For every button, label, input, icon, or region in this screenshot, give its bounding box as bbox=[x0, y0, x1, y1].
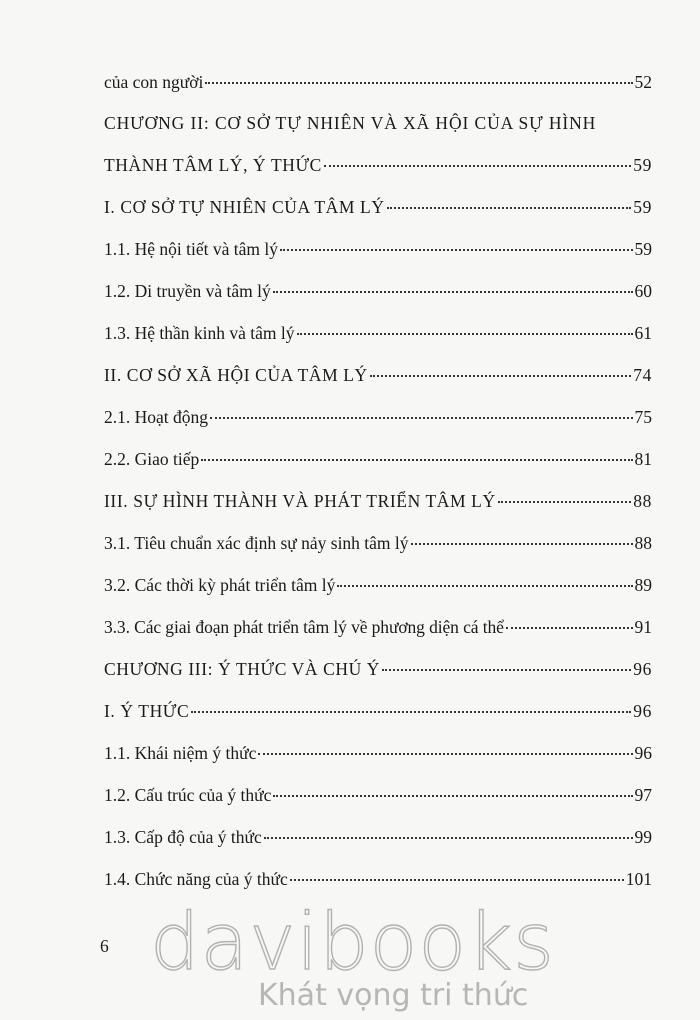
page-number: 6 bbox=[100, 936, 109, 956]
toc-entry-page: 75 bbox=[634, 407, 652, 427]
dot-leader bbox=[273, 290, 633, 293]
dot-leader bbox=[382, 668, 631, 671]
dot-leader bbox=[273, 794, 632, 797]
toc-entry-page: 81 bbox=[634, 449, 652, 469]
toc-entry bbox=[104, 858, 652, 900]
toc-entry-page: 96 bbox=[634, 743, 652, 763]
toc-entry bbox=[104, 816, 652, 858]
toc-entry bbox=[104, 438, 652, 480]
toc-entry-title: I. CƠ SỞ TỰ NHIÊN CỦA TÂM LÝ bbox=[104, 197, 385, 217]
toc-entry-title: CHƯƠNG III: Ý THỨC VÀ CHÚ Ý bbox=[104, 659, 381, 679]
toc-entry-title: 2.2. Giao tiếp bbox=[104, 449, 200, 469]
toc-entry-page: 52 bbox=[634, 72, 652, 92]
toc-entry-page: 99 bbox=[634, 827, 652, 847]
toc-entry bbox=[104, 144, 652, 186]
toc-entry-title: của con người bbox=[104, 72, 204, 92]
dot-leader bbox=[205, 81, 632, 84]
dot-leader bbox=[280, 248, 633, 251]
toc-entry-page: 59 bbox=[633, 155, 652, 175]
toc-entry-page: 96 bbox=[633, 659, 652, 679]
toc-entry bbox=[104, 312, 652, 354]
toc-entry-title: 3.3. Các giai đoạn phát triển tâm lý về phương diện cá thể bbox=[104, 617, 504, 637]
toc-entry-title: 1.2. Di truyền và tâm lý bbox=[104, 281, 271, 301]
toc-entry-title: III. SỰ HÌNH THÀNH VÀ PHÁT TRIỂN TÂM LÝ bbox=[104, 491, 496, 511]
dot-leader bbox=[258, 752, 632, 755]
watermark-brand: davibooks bbox=[150, 898, 555, 988]
toc-entry bbox=[104, 186, 652, 228]
toc-entry-title: 1.4. Chức năng của ý thức bbox=[104, 869, 288, 889]
toc-entry-page: 59 bbox=[633, 197, 652, 217]
toc-entry-page: 96 bbox=[633, 701, 652, 721]
toc-entry-title: 2.1. Hoạt động bbox=[104, 407, 209, 427]
toc-entry-page: 88 bbox=[633, 491, 652, 511]
toc-entry-title: 1.3. Cấp độ của ý thức bbox=[104, 827, 262, 847]
toc-entry bbox=[104, 354, 652, 396]
toc-entry-title: I. Ý THỨC bbox=[104, 701, 190, 721]
dot-leader bbox=[411, 542, 633, 545]
toc-entry-page: 59 bbox=[634, 239, 652, 259]
toc-entry bbox=[104, 732, 652, 774]
dot-leader bbox=[370, 374, 631, 377]
toc-entry-title: 1.3. Hệ thần kinh và tâm lý bbox=[104, 323, 295, 343]
toc-entry-title: 3.1. Tiêu chuẩn xác định sự nảy sinh tâm lý bbox=[104, 533, 409, 553]
toc-entry-page: 91 bbox=[634, 617, 652, 637]
dot-leader bbox=[387, 206, 632, 209]
toc-entry bbox=[104, 480, 652, 522]
toc-entry bbox=[104, 396, 652, 438]
dot-leader bbox=[290, 878, 624, 881]
toc-entry-title: 3.2. Các thời kỳ phát triển tâm lý bbox=[104, 575, 336, 595]
toc-entry bbox=[104, 774, 652, 816]
toc-entry-page: 89 bbox=[634, 575, 652, 595]
table-of-contents bbox=[104, 62, 652, 900]
dot-leader bbox=[210, 416, 632, 419]
toc-entry bbox=[104, 228, 652, 270]
dot-leader bbox=[297, 332, 633, 335]
toc-entry-title: 1.1. Khái niệm ý thức bbox=[104, 743, 257, 763]
toc-entry bbox=[104, 270, 652, 312]
toc-entry-page: 101 bbox=[625, 869, 652, 889]
toc-entry bbox=[104, 690, 652, 732]
toc-entry-page: 74 bbox=[633, 365, 652, 385]
toc-entry bbox=[104, 606, 652, 648]
toc-entry-title: 1.2. Cấu trúc của ý thức bbox=[104, 785, 272, 805]
toc-entry bbox=[104, 62, 652, 102]
dot-leader bbox=[324, 164, 631, 167]
toc-entry-page: 61 bbox=[634, 323, 652, 343]
toc-entry bbox=[104, 522, 652, 564]
toc-entry-page: 88 bbox=[634, 533, 652, 553]
toc-entry-title: THÀNH TÂM LÝ, Ý THỨC bbox=[104, 155, 322, 175]
toc-entry-title: II. CƠ SỞ XÃ HỘI CỦA TÂM LÝ bbox=[104, 365, 368, 385]
dot-leader bbox=[337, 584, 632, 587]
toc-entry-page: 97 bbox=[634, 785, 652, 805]
watermark-tagline: Khát vọng tri thức bbox=[258, 978, 529, 1013]
toc-entry-page: 60 bbox=[634, 281, 652, 301]
toc-entry-chapter-heading bbox=[104, 102, 652, 144]
toc-entry-title: 1.1. Hệ nội tiết và tâm lý bbox=[104, 239, 278, 259]
toc-entry bbox=[104, 648, 652, 690]
dot-leader bbox=[498, 500, 632, 503]
toc-entry bbox=[104, 564, 652, 606]
toc-entry-title: CHƯƠNG II: CƠ SỞ TỰ NHIÊN VÀ XÃ HỘI CỦA SỰ HÌNH bbox=[104, 113, 597, 133]
dot-leader bbox=[506, 626, 633, 629]
dot-leader bbox=[191, 710, 631, 713]
dot-leader bbox=[264, 836, 633, 839]
dot-leader bbox=[201, 458, 632, 461]
